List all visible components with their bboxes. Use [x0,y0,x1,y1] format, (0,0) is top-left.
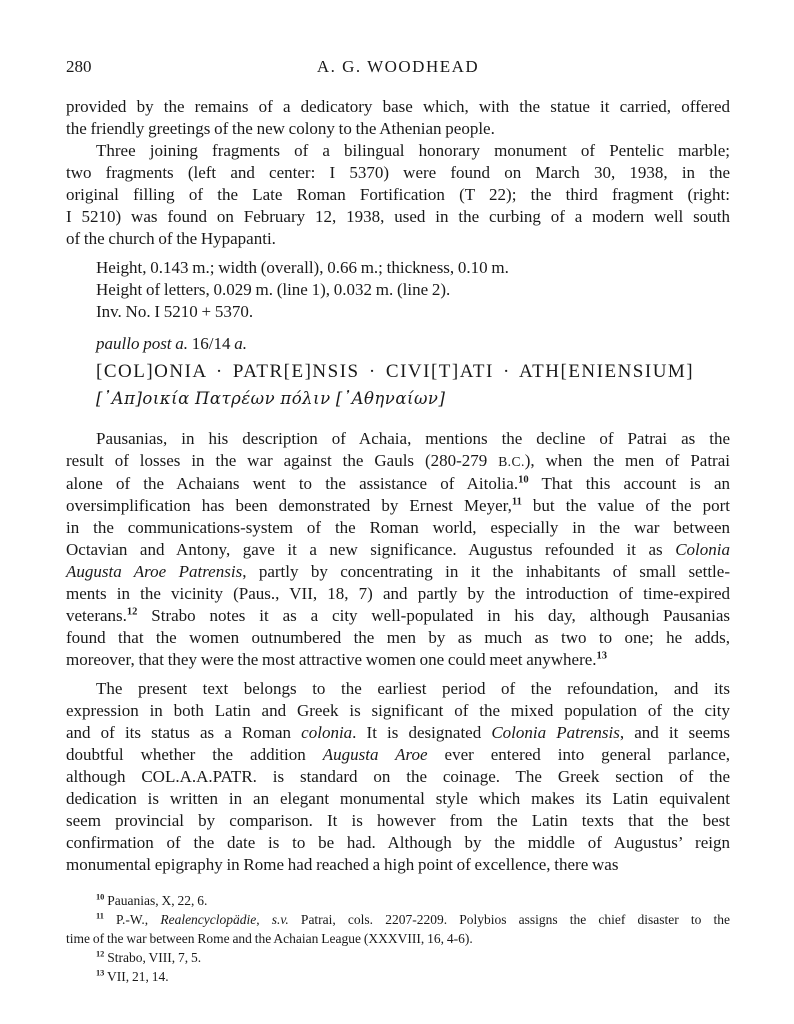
page-number: 280 [66,57,92,76]
text-run: Patrai, cols. 2207-2209. Polybios assigns the chief disaster to the [288,912,731,927]
text-line [66,605,730,627]
text-line [96,387,730,411]
text-run: the friendly greetings of the new colony to the Athenian people. [66,119,495,138]
text-run: Augusta Aroe [322,745,428,764]
text-run: a. [234,334,248,353]
inscription-latin [66,359,730,385]
footnote-11 [66,910,730,948]
text-line [96,301,730,323]
text-run: oversimplification has been demonstrated by Ernest Meyer, [66,496,512,515]
text-run: although COL.A.A.PATR. is standard on the coinage. The Greek section of the [66,767,730,786]
running-head: A. G. WOODHEAD [316,57,480,76]
text-run: [᾿Απ]οικία Πατρέων πόλιν [᾿Αθηναίων] [96,389,446,408]
text-run: The present text belongs to the earliest period of the refoundation, and its [96,679,730,698]
text-line [66,722,730,744]
paragraph-pausanias [66,428,730,671]
footnote-ref: 13 [96,968,105,978]
text-line [66,450,730,473]
page-header [66,56,730,78]
footnote-10 [66,891,730,910]
text-line [66,140,730,162]
text-run: Height, 0.143 m.; width (overall), 0.66 m.; thickness, 0.10 m. [96,258,509,277]
text-run: found that the women outnumbered the men by as much as two to one; he adds, [66,628,730,647]
text-run: Colonia [675,540,730,559]
measurements [66,257,730,323]
paragraph-fragments [66,140,730,250]
text-line [66,766,730,788]
text-run: dedication is written in an elegant monumental style which makes its Latin equivalent [66,789,730,808]
text-run: . It is designated [352,723,492,742]
text-run: in the communications-system of the Roman world, especially in the war between [66,518,730,537]
footnote-ref: 11 [96,911,104,921]
text-line [66,967,730,986]
text-line [66,910,730,929]
text-run: B.C. [498,454,525,469]
text-run: doubtful whether the addition [66,745,323,764]
text-run: colonia [301,723,353,742]
text-line [66,627,730,649]
text-run: Pauanias, X, 22, 6. [104,893,208,908]
text-run: Pausanias, in his description of Achaia, mentions the decline of Patrai as the [96,429,730,448]
text-line [66,473,730,495]
text-run: [COL]ONIA · PATR[E]NSIS · CIVI[T]ATI · ATH[ENIENSIUM] [96,361,695,382]
text-run: P.-W., [103,912,161,927]
text-line [66,929,730,948]
text-line [66,583,730,605]
footnote-ref: 11 [511,496,522,508]
text-line [96,257,730,279]
article-body [66,96,730,876]
text-run: expression in both Latin and Greek is significant of the mixed population of the city [66,701,730,720]
text-line [66,495,730,517]
text-line [66,810,730,832]
text-run: confirmation of the date is to be had. Although by the middle of Augustus’ reign [66,833,730,852]
text-line [66,832,730,854]
text-run: original filling of the Late Roman Fortification (T 22); the third fragment (right: [66,185,730,204]
text-run: provided by the remains of a dedicatory base which, with the statue it carried, offered [66,97,730,116]
text-run: ), when the men of Patrai [524,451,730,470]
text-run: That this account is an [528,474,730,493]
text-run: s.v. [271,912,289,927]
footnote-ref: 10 [518,474,529,486]
text-run: , partly by concentrating in it the inhabitants of small settle- [242,562,730,581]
text-line [66,561,730,583]
text-run: and of its status as a Roman [66,723,302,742]
text-run: result of losses in the war against the Gauls (280-279 [66,451,499,470]
text-line [66,118,730,140]
text-line [66,428,730,450]
text-run: of the church of the Hypapanti. [66,229,276,248]
text-run: VII, 21, 14. [104,969,169,984]
footnote-ref: 13 [596,650,608,662]
footnote-13 [66,967,730,986]
text-run: time of the war between Rome and the Achaian League (XXXVIII, 16, 4-6). [66,931,473,946]
text-run: 16/14 [188,334,235,353]
text-line [96,279,730,301]
text-run: Three joining fragments of a bilingual honorary monument of Pentelic marble; [96,141,730,160]
text-line [66,228,730,250]
text-run: ments in the vicinity (Paus., VII, 18, 7) and partly by the introduction of time-expired [66,584,730,603]
text-line [66,788,730,810]
text-run: Octavian and Antony, gave it a new significance. Augustus refounded it as [66,540,676,559]
text-run: Strabo, VIII, 7, 5. [104,950,202,965]
text-run: paullo post a. [96,334,189,353]
text-line [66,744,730,766]
text-line [66,184,730,206]
inscription-greek [66,387,730,411]
text-run: Strabo notes it as a city well-populated in his day, although Pausanias [137,606,730,625]
footnotes-section [66,891,730,986]
text-line [66,517,730,539]
text-line [66,891,730,910]
text-line [66,678,730,700]
footnote-ref: 10 [96,892,105,902]
text-line [66,162,730,184]
text-run: I 5210) was found on February 12, 1938, used in the curbing of a modern well south [66,207,730,226]
text-line [66,700,730,722]
text-line [66,96,730,118]
text-run: veterans. [66,606,127,625]
text-run: , [256,912,272,927]
text-line [66,206,730,228]
text-run: Height of letters, 0.029 m. (line 1), 0.032 m. (line 2). [96,280,451,299]
footnote-ref: 12 [96,949,105,959]
text-line [96,333,730,355]
footnote-12 [66,948,730,967]
text-run: moreover, that they were the most attractive women one could meet anywhere. [66,650,597,669]
paragraph-present-text [66,678,730,876]
text-run: ever entered into general parlance, [427,745,730,764]
paragraph-opening [66,96,730,140]
inscription-date [66,333,730,355]
text-run: Realencyclopädie [160,912,257,927]
text-line [66,539,730,561]
text-line [66,649,730,671]
text-run: Augusta Aroe Patrensis [66,562,243,581]
text-run: , and it seems [619,723,730,742]
text-run: Colonia Patrensis [491,723,620,742]
text-run: Inv. No. I 5210 + 5370. [96,302,254,321]
text-run: but the value of the port [521,496,731,515]
text-line [96,359,730,385]
text-line [66,854,730,876]
text-run: monumental epigraphy in Rome had reached a high point of excellence, there was [66,855,619,874]
text-run: two fragments (left and center: I 5370) were found on March 30, 1938, in the [66,163,730,182]
footnote-ref: 12 [126,606,138,618]
text-run: alone of the Achaians went to the assistance of Aitolia. [66,474,519,493]
text-run: seem provincial by comparison. It is however from the Latin texts that the best [66,811,730,830]
text-line [66,948,730,967]
